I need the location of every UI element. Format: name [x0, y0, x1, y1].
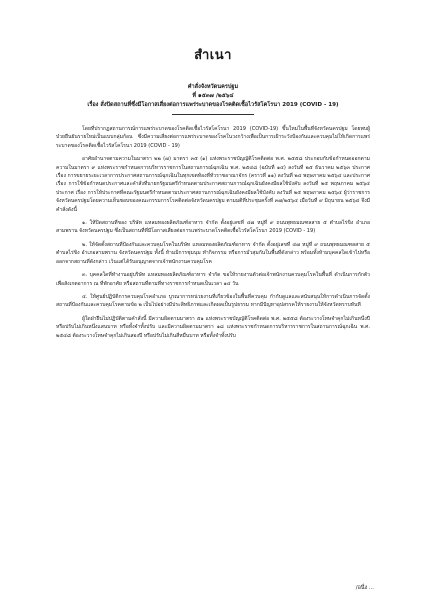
paragraph-clause-2: ๒. ให้จัดตั้งสถานที่ป้องกันและควบคุมโรคในบริษัท แหลมทองผลิตภัณฑ์อาหาร จำกัด ตั้งอยู่เลขที่ ๔๗ หมู่ที่ ๙ ถนนพุทธมณฑลสาย ๕ ตำบลไร่ขิง อำเภอสามพราน จังหวัดนครปฐม ทั้งนี้ ห้ามมิการชุมนุม ทำกิจกรรม หรือการมั่วสุมกันในพื้นที่ดังกล่าว พร้อมทั้งห้ามบุคคลใดเข้าไปหรือออกจากสถานที่ดังกล่าว เว้นแต่ได้รับอนุญาตจากเจ้าพนักงานควบคุมโรค [56, 241, 370, 265]
order-title: คำสั่งจังหวัดนครปฐม [187, 84, 239, 90]
paragraph-clause-1: ๑. ให้ปิดสถานที่ของ บริษัท แหลมทองผลิตภัณฑ์อาหาร จำกัด ตั้งอยู่เลขที่ ๔๗ หมู่ที่ ๙ ถนนพุทธมณฑลสาย ๕ ตำบลไร่ขิง อำเภอสามพราน จังหวัดนครปฐม ซึ่งเป็นสถานที่ที่มีโอกาสเสี่ยงต่อการแพร่ระบาดโรคติดเชื้อไวรัสโคโรนา 2019 (COVID - 19) [56, 220, 370, 235]
paragraph-clause-4: ๔. ให้ศูนย์ปฏิบัติการควบคุมโรคอำเภอ บูรณาการหน่วยงานที่เกี่ยวข้องในพื้นที่ควบคุม กำกับดูแลและสนับสนุนให้การดำเนินการจัดตั้งสถานที่ป้องกันและควบคุมโรคตามข้อ ๒ เป็นไปอย่างมีประสิทธิภาพและเกิดผลเป็นรูปธรรม หากมีปัญหาอุปสรรคให้รายงานให้จังหวัดทราบทันที [56, 293, 370, 309]
header-divider [172, 114, 254, 115]
paragraph-clause-3: ๓. บุคคลใดที่ทำงานอยู่บริษัท แหลมทองผลิตภัณฑ์อาหาร จำกัด ขอให้รายงานตัวต่อเจ้าพนักงานควบคุมโรคในพื้นที่ ดำเนินการกักตัวเพื่อสังเกตอาการ ณ ที่พักอาศัย หรือสถานที่ตามที่ทางราชการกำหนดเป็นเวลา ๑๔ วัน [56, 272, 370, 287]
continuation-note: /อนึ่ง ... [355, 585, 374, 591]
paragraph-preamble: โดยที่ปรากฏสถานการณ์การแพร่ระบาดของโรคติดเชื้อไวรัสโคโรนา 2019 (COVID-19) ขึ้นใหม่ในพื้นที่จังหวัดนครปฐม โดยพบผู้ป่วยยืนยันรายใหม่เป็นแบบกลุ่มก้อน ซึ่งมีความเสี่ยงต่อการแพร่ระบาดของโรคในวงกว้างเพื่อเป็นการเฝ้าระวังป้องกันและควบคุมไม่ให้เกิดการแพร่ระบาดของโรคติดเชื้อไวรัสโคโรนา 2019 (COVID - 19) [56, 126, 370, 149]
paragraph-penalty: ผู้ใดฝ่าฝืนไม่ปฏิบัติตามคำสั่งนี้ มีความผิดตามมาตรา ๕๑ แห่งพระราชบัญญัติโรคติดต่อ พ.ศ. ๒๕๕๘ ต้องระวางโทษจำคุกไม่เกินหนึ่งปี หรือปรับไม่เกินหนึ่งแสนบาท หรือทั้งจำทั้งปรับ และมีความผิดตามมาตรา ๑๘ แห่งพระราชกำหนดการบริหารราชการในสถานการณ์ฉุกเฉิน พ.ศ. ๒๕๔๘ ต้องระวางโทษจำคุกไม่เกินสองปี หรือปรับไม่เกินสี่หมื่นบาท หรือทั้งจำทั้งปรับ [56, 315, 370, 339]
order-subject: เรื่อง สั่งปิดสถานที่ซึ่งมีโอกาสเสี่ยงต่อการแพร่ระบาดของโรคติดเชื้อไวรัสโคโรนา 2019 (COVID - 19) [87, 102, 339, 108]
order-number: ที่ ๑๕๓๗ /๒๕๖๔ [192, 93, 234, 99]
paragraph-authority: อาศัยอำนาจตามความในมาตรา ๒๒ (๗) มาตรา ๓๕ (๑) แห่งพระราชบัญญัติโรคติดต่อ พ.ศ. ๒๕๕๘ ประกอบกับข้อกำหนดออกตามความในมาตรา ๙ แห่งพระราชกำหนดการบริหารราชการในสถานการณ์ฉุกเฉิน พ.ศ. ๒๕๔๘ (ฉบับที่ ๑๔) ลงวันที่ ๒๕ ธันวาคม ๒๕๖๓ ประกาศ เรื่อง การขยายระยะเวลาการประกาศสถานการณ์ฉุกเฉินในทุกเขตท้องที่ทั่วราชอาณาจักร (คราวที่ ๑๑) ลงวันที่ ๒๔ พฤษภาคม ๒๕๖๔ และประกาศ เรื่อง การใช้ข้อกำหนดประกาศและคำสั่งที่นายกรัฐมนตรีกำหนดตามประกาศสถานการณ์ฉุกเฉินยังคงมีผลใช้บังคับ ลงวันที่ ๒๕ พฤษภาคม ๒๕๖๔ ประกาศ เรื่อง การให้ประกาศที่คณะรัฐมนตรีกำหนดตามประกาศสถานการณ์ฉุกเฉินยังคงมีผลใช้บังคับ ลงวันที่ ๒๕ พฤษภาคม ๒๕๖๔ ผู้ว่าราชการจังหวัดนครปฐมโดยความเห็นชอบของคณะกรรมการโรคติดต่อจังหวัดนครปฐม ตามมติที่ประชุมครั้งที่ ๓๗/๒๕๖๔ เมื่อวันที่ ๙ มิถุนายน ๒๕๖๔ จึงมีคำสั่งดังนี้ [56, 156, 370, 213]
copy-stamp: สำเนา [194, 48, 232, 63]
